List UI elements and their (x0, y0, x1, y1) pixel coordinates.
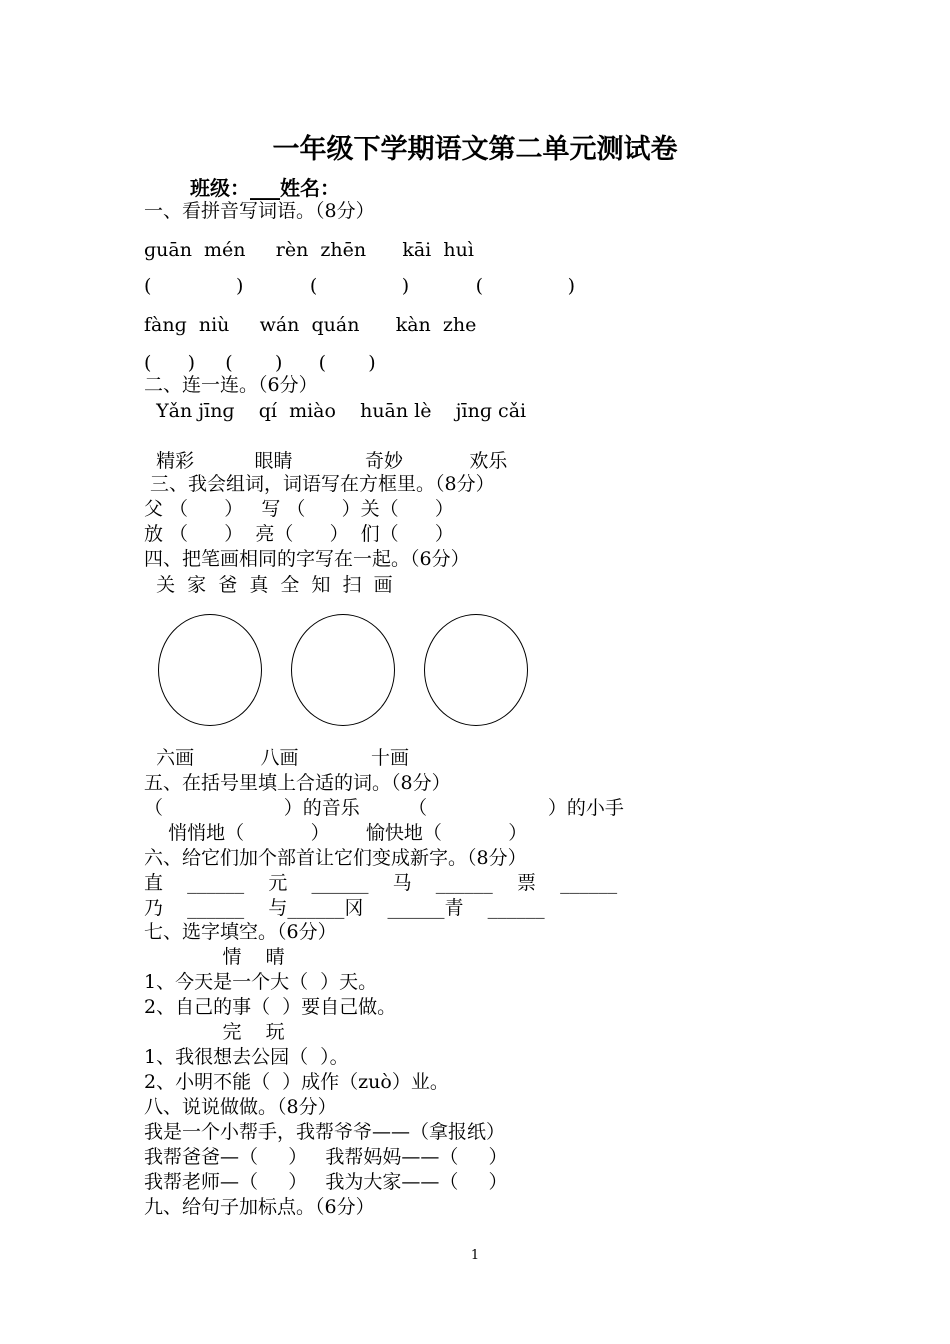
stroke-circle-eight (291, 614, 395, 726)
q7-sentence-3: 1、我很想去公园（ ）。 (144, 1046, 349, 1068)
q9-heading: 九、给句子加标点。（6分） (144, 1196, 375, 1218)
q7-sentence-1: 1、今天是一个大（ ）天。 (144, 971, 378, 993)
q7-choice-1: 情 晴 (144, 946, 285, 968)
q1-pinyin-row-1: ɡuān mén rèn zhēn kāi huì (144, 239, 474, 261)
q2-pinyin-row: Yǎn jīnɡ qí miào huān lè jīnɡ cǎi (144, 400, 527, 422)
q6-heading: 六、给它们加个部首让它们变成新字。（8分） (144, 847, 527, 869)
q7-heading: 七、选字填空。（6分） (144, 921, 337, 943)
q8-row-3: 我帮老师—（ ） 我为大家——（ ） (144, 1171, 508, 1193)
q8-heading: 八、说说做做。（8分） (144, 1096, 337, 1118)
q1-heading: 一、看拼音写词语。（8分） (144, 200, 375, 222)
q4-circle-labels: 六画 八画 十画 (144, 747, 409, 769)
q6-row-2: 乃 ______ 与______冈 ______青 ______ (144, 897, 545, 919)
stroke-circle-six (158, 614, 262, 726)
q5-row-2: 悄悄地（ ） 愉快地（ ） (144, 822, 528, 844)
q4-characters: 关 家 爸 真 全 知 扫 画 (144, 574, 393, 596)
q7-sentence-4: 2、小明不能（ ）成作（zuò）业。 (144, 1071, 449, 1093)
q1-blank-row-1: ( ) ( ) ( ) (144, 275, 576, 297)
page-title: 一年级下学期语文第二单元测试卷 (272, 134, 678, 165)
stroke-circle-ten (424, 614, 528, 726)
q7-sentence-2: 2、自己的事（ ）要自己做。 (144, 996, 397, 1018)
q1-blank-row-2: ( ) ( ) ( ) (144, 352, 376, 374)
q8-row-1: 我是一个小帮手，我帮爷爷——（拿报纸） (144, 1121, 506, 1143)
q3-heading: 三、我会组词，词语写在方框里。（8分） (144, 473, 495, 495)
q5-row-1: （ ）的音乐 （ ）的小手 (144, 797, 624, 819)
q7-choice-2: 完 玩 (144, 1021, 285, 1043)
q2-heading: 二、连一连。（6分） (144, 374, 318, 396)
q4-heading: 四、把笔画相同的字写在一起。（6分） (144, 548, 470, 570)
q2-words-row: 精彩 眼睛 奇妙 欢乐 (144, 450, 508, 472)
q1-pinyin-row-2: fànɡ niù wán quán kàn zhe (144, 314, 477, 336)
q8-row-2: 我帮爸爸—（ ） 我帮妈妈——（ ） (144, 1146, 508, 1168)
page-number: 1 (470, 1248, 480, 1263)
q3-row-1: 父 （ ） 写 （ ）关（ ） (144, 498, 454, 520)
q3-row-2: 放 （ ） 亮（ ） 们（ ） (144, 523, 454, 545)
q5-heading: 五、在括号里填上合适的词。（8分） (144, 772, 451, 794)
q6-row-1: 直 ______ 元 ______ 马 ______ 票 ______ (144, 872, 618, 894)
student-info-line: 班级：___姓名： (190, 176, 340, 200)
